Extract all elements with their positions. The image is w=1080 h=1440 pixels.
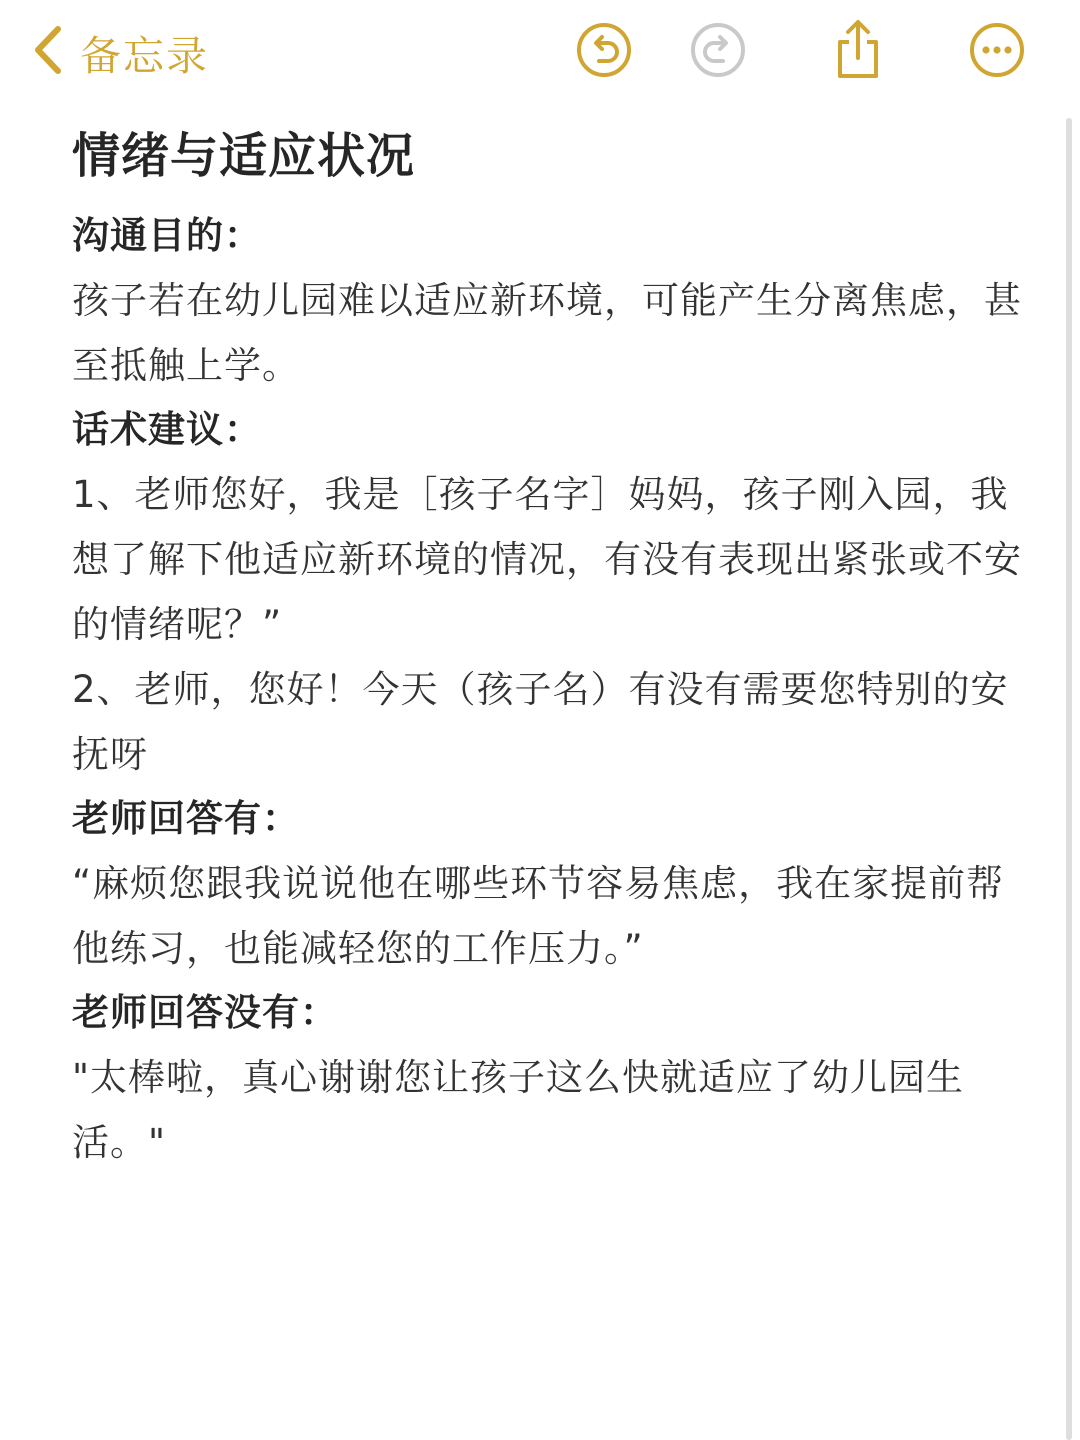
suggestion-item-1: 1、老师您好，我是［孩子名字］妈妈，孩子刚入园，我想了解下他适应新环境的情况，有没有表现出紧张或不安的情绪呢？” [72, 473, 1022, 646]
purpose-text: 孩子若在幼儿园难以适应新环境，可能产生分离焦虑，甚至抵触上学。 [72, 279, 1022, 387]
answer-yes-heading: 老师回答有： [72, 797, 300, 840]
redo-icon [686, 18, 750, 82]
more-button[interactable] [965, 18, 1029, 82]
undo-icon [572, 18, 636, 82]
redo-button[interactable] [686, 18, 750, 82]
share-button[interactable] [826, 18, 890, 82]
share-icon [826, 18, 890, 82]
scrollbar[interactable] [1066, 118, 1072, 1440]
more-icon [965, 18, 1029, 82]
answer-yes-text: “麻烦您跟我说说他在哪些环节容易焦虑，我在家提前帮他练习，也能减轻您的工作压力。” [72, 862, 1005, 970]
suggestion-item-2: 2、老师，您好！今天（孩子名）有没有需要您特别的安抚呀 [72, 668, 1009, 776]
answer-no-text: "太棒啦，真心谢谢您让孩子这么快就适应了幼儿园生活。" [72, 1056, 965, 1164]
note-title: 情绪与适应状况 [72, 128, 416, 184]
back-label: 备忘录 [80, 31, 209, 80]
undo-button[interactable] [572, 18, 636, 82]
answer-no-heading: 老师回答没有： [72, 991, 338, 1034]
note-body[interactable] [72, 118, 1022, 1175]
notes-toolbar [0, 0, 1080, 110]
back-button[interactable] [28, 22, 209, 82]
chevron-left-icon [28, 23, 66, 81]
purpose-heading: 沟通目的： [72, 214, 262, 257]
suggestions-heading: 话术建议： [72, 408, 262, 451]
